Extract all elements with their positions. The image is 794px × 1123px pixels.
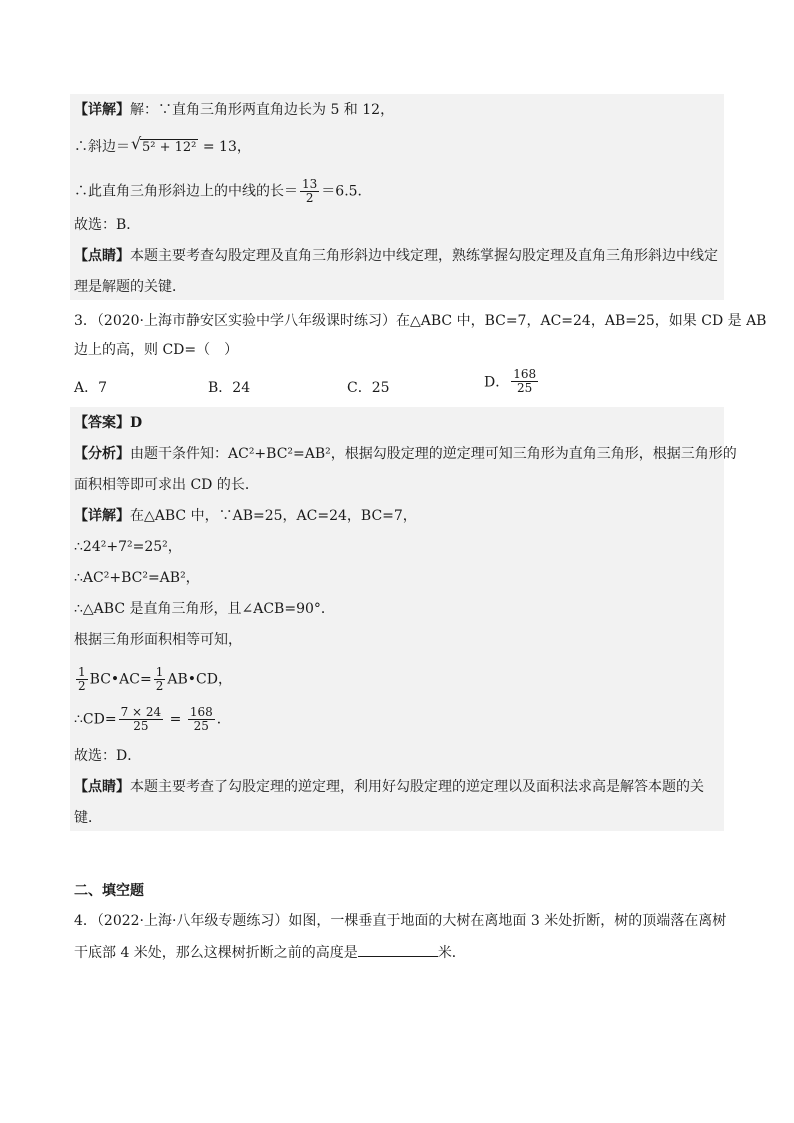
sqrt-expression: √ 5² + 12²	[131, 134, 197, 155]
detail2-line-4: ∴△ABC 是直角三角形，且∠ACB=90°．	[74, 601, 335, 617]
q3-option-b: B．24	[208, 380, 251, 396]
detail2-line-5: 根据三角形面积相等可知，	[74, 632, 242, 648]
answer-line: 【答案】D	[74, 415, 143, 431]
analysis-line-1: 【分析】由题干条件知：AC²+BC²=AB²，根据勾股定理的逆定理可知三角形为直角三角形，根据三角形的	[74, 446, 737, 462]
q3-option-d: D． $\frac{168}{25}$	[484, 367, 537, 395]
q4-stem-line-1: 4．（2022·上海·八年级专题练习）如图，一棵垂直于地面的大树在离地面 3 米处折断，树的顶端落在离树	[74, 913, 727, 929]
detail2-line-3: ∴AC²+BC²=AB²，	[74, 570, 200, 586]
q3-stem-line-2: 边上的高，则 CD=（ ）	[74, 342, 239, 358]
comment-line-2: 理是解题的关键．	[74, 279, 186, 295]
comment2-line-1: 【点睛】本题主要考查了勾股定理的逆定理，利用好勾股定理的逆定理以及面积法求高是解答本题的关	[74, 779, 704, 795]
choice2-line: 故选：D．	[74, 748, 142, 764]
choice-line: 故选：B．	[74, 217, 141, 233]
q3-stem-line-1: 3．（2020·上海市静安区实验中学八年级课时练习）在△ABC 中，BC=7，AC=24，AB=25，如果 CD 是 AB	[74, 313, 767, 329]
q3-option-a: A．7	[74, 380, 108, 396]
q3-option-c: C．25	[347, 380, 390, 396]
detail2-line-2: ∴24²+7²=25²，	[74, 539, 182, 555]
comment2-line-2: 键．	[74, 810, 102, 826]
detail-line-1	[74, 100, 394, 120]
solution-block-q3	[70, 407, 724, 831]
comment-line-1: 【点睛】本题主要考查勾股定理及直角三角形斜边中线定理，熟练掌握勾股定理及直角三角形斜边中线定	[74, 248, 718, 264]
fraction-13-2: $\frac{13}{2}$	[302, 177, 318, 205]
detail-text: 解：∵直角三角形两直角边长为 5 和 12，	[130, 102, 395, 118]
detail2-line-1: 【详解】在△ABC 中，∵AB=25，AC=24，BC=7，	[74, 508, 417, 524]
q4-stem-line-2: 干底部 4 米处，那么这棵树折断之前的高度是 米．	[74, 942, 466, 963]
answer-blank[interactable]	[358, 942, 438, 957]
detail-tag: 【详解】	[74, 102, 130, 118]
analysis-line-2: 面积相等即可求出 CD 的长．	[74, 477, 259, 493]
median-line: ∴此直角三角形斜边上的中线的长＝ $\frac{13}{2}$ ＝6.5．	[74, 177, 372, 205]
section-title: 二、填空题	[74, 883, 144, 899]
cd-result-line: ∴CD= $\frac{7 \times 24}{25}$ = $\frac{168}{25}$ ．	[74, 705, 231, 733]
hypotenuse-line: ∴斜边＝ √ 5² + 12² = 13，	[74, 137, 251, 158]
area-equation-line: $\frac{1}{2}$ BC•AC= $\frac{1}{2}$ AB•CD，	[78, 665, 232, 693]
